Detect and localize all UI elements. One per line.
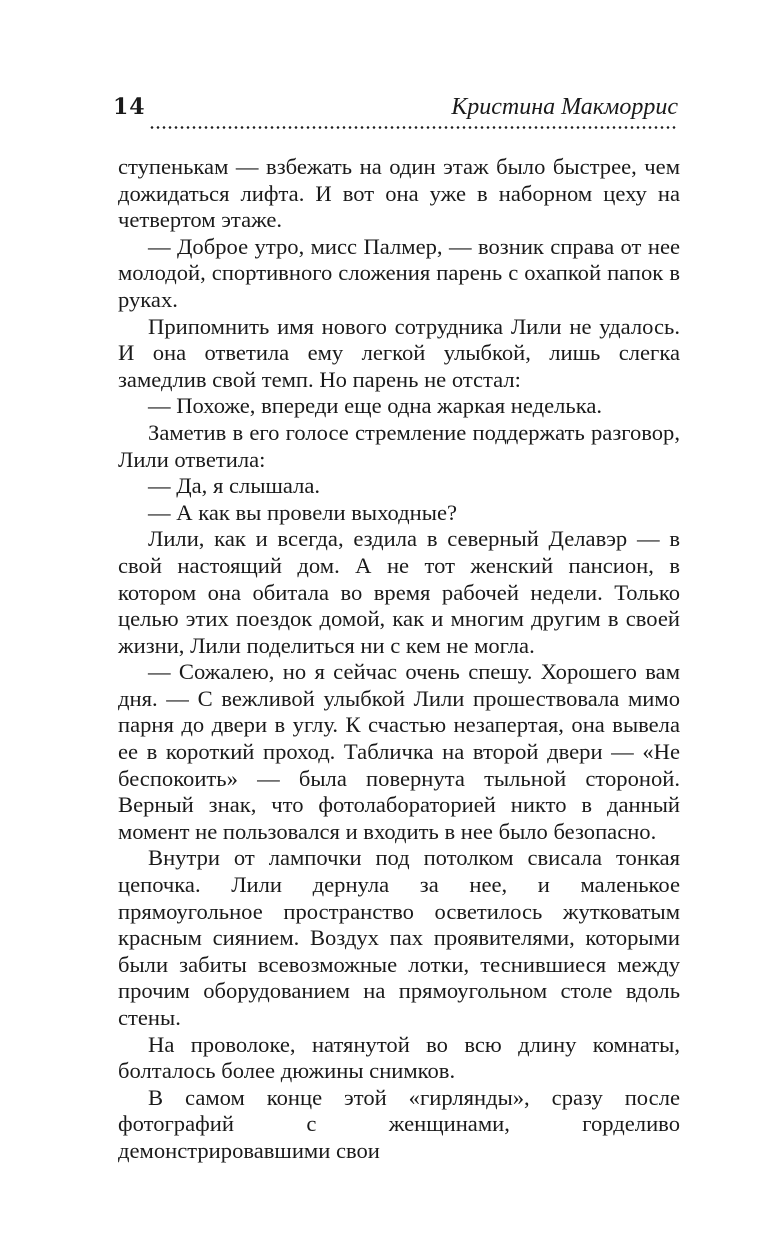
paragraph: В самом конце этой «гирлянды», сразу после фотографий с женщинами, горделиво демонстрировавшими свои (118, 1084, 680, 1163)
page-number: 14 (113, 94, 146, 120)
paragraph: — Да, я слышала. (148, 473, 321, 499)
paragraph: — А как вы провели выходные? (148, 499, 458, 525)
paragraph: ступенькам — взбежать на один этаж было быстрее, чем дожидаться лифта. И вот она уже в наборном цеху на четвертом этаже. (118, 154, 680, 233)
running-head-author: Кристина Макморрис (451, 94, 678, 120)
paragraph: Припомнить имя нового сотрудника Лили не удалось. И она ответила ему легкой улыбкой, лишь слегка замедлив свой темп. Но парень не отстал: (118, 313, 680, 392)
body-text (118, 154, 680, 1165)
page-header (113, 92, 678, 132)
header-dotted-rule (149, 126, 678, 129)
paragraph: Заметив в его голосе стремление поддержать разговор, Лили ответила: (118, 419, 680, 472)
paragraph: На проволоке, натянутой во всю длину комнаты, болталось более дюжины снимков. (118, 1031, 680, 1084)
paragraph: Лили, как и всегда, ездила в северный Делавэр — в свой настоящий дом. А не тот женский пансион, в котором она обитала во время рабочей недели. Только целью этих поездок домой, как и многим другим в своей жизни, Лили поделиться ни с кем не могла. (118, 526, 680, 658)
paragraph: — Похоже, впереди еще одна жаркая неделька. (148, 393, 603, 419)
paragraph: — Сожалею, но я сейчас очень спешу. Хорошего вам дня. — С вежливой улыбкой Лили прошествовала мимо парня до двери в углу. К счастью незапертая, она вывела ее в короткий проход. Табличка на второй двери — «Не беспокоить» — была повернута тыльной стороной. Верный знак, что фотолабораторией никто в данный момент не пользовался и входить в нее было безопасно. (118, 659, 680, 844)
paragraph: — Доброе утро, мисс Палмер, — возник справа от нее молодой, спортивного сложения парень с охапкой папок в руках. (118, 233, 680, 312)
paragraph: Внутри от лампочки под потолком свисала тонкая цепочка. Лили дернула за нее, и маленькое прямоугольное пространство осветилось жутковатым красным сиянием. Воздух пах проявителями, которыми были забиты всевозможные лотки, теснившиеся между прочим оборудованием на прямоугольном столе вдоль стены. (118, 845, 680, 1030)
